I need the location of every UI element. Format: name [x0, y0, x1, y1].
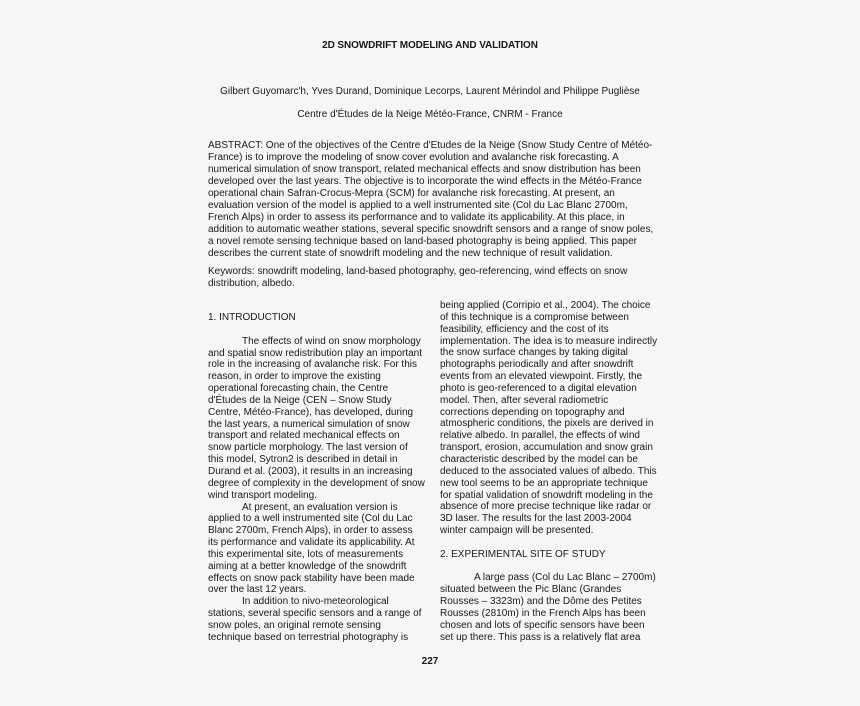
body-line: its performance and validate its applicability. At	[208, 537, 415, 549]
body-line: winter campaign will be presented.	[440, 525, 594, 537]
abstract-line: describes the current state of snowdrift modeling and the new technique of result validation.	[208, 248, 613, 259]
body-line: photo is geo-referenced to a digital elevation	[440, 382, 637, 394]
body-line: and spatial snow redistribution play an important	[208, 347, 423, 359]
body-line: situated between the Pic Blanc (Grandes	[440, 584, 622, 596]
body-line: operational forecasting chain, the Centre	[208, 383, 389, 395]
body-line: the snow surface changes by taking digital	[440, 347, 628, 359]
body-line: wind transport modeling.	[208, 489, 317, 501]
body-line: set up there. This pass is a relatively flat area	[440, 631, 641, 643]
body-line: d'Études de la Neige (CEN – Snow Study	[208, 394, 392, 406]
body-line: for spatial validation of snowdrift modeling in the	[440, 489, 653, 501]
body-line: Rousses – 3323m) and the Dôme des Petites	[440, 596, 642, 608]
abstract	[208, 140, 653, 260]
body-line: transport and related mechanical effects on	[208, 430, 400, 442]
body-line: effects on snow pack stability have been made	[208, 572, 415, 584]
left-column	[208, 312, 430, 644]
body-line: In addition to nivo-meteorological	[242, 596, 389, 608]
body-line: implementation. The idea is to measure indirectly	[440, 335, 658, 347]
section-heading-experimental-site: 2. EXPERIMENTAL SITE OF STUDY	[440, 548, 606, 560]
body-line: corrections depending on topography and	[440, 406, 625, 418]
body-line: applied to a well instrumented site (Col du Lac	[208, 513, 413, 525]
abstract-line: operational chain Safran-Crocus-Mepra (SCM) for avalanche risk forecasting. At present, an	[208, 188, 615, 199]
body-line: over the last 12 years.	[208, 584, 307, 596]
body-line: photographs periodically and after snowdrift	[440, 359, 634, 371]
keywords	[208, 266, 653, 290]
body-line: chosen and lots of specific sensors have been	[440, 619, 645, 631]
experimental-site-body	[440, 572, 662, 643]
body-line: the last years, a numerical simulation of snow	[208, 418, 410, 430]
body-line: this experimental site, lots of measurements	[208, 548, 404, 560]
body-line: Durand et al. (2003), it results in an increasing	[208, 465, 413, 477]
section-heading-introduction: 1. INTRODUCTION	[208, 312, 296, 323]
body-line: stations, several specific sensors and a range of	[208, 608, 422, 620]
keywords-line: distribution, albedo.	[208, 278, 295, 289]
body-line: characteristic described by the model can be	[440, 453, 638, 465]
body-line: new tool seems to be an appropriate technique	[440, 477, 648, 489]
body-line: Rousses (2810m) in the French Alps has been	[440, 607, 646, 619]
body-line: of this technique is a compromise between	[440, 311, 629, 323]
body-line: At present, an evaluation version is	[242, 501, 398, 513]
body-line: absence of more precise technique like radar or	[440, 501, 652, 513]
keywords-line: Keywords: snowdrift modeling, land-based photography, geo-referencing, wind effects on snow	[208, 266, 628, 277]
body-line: being applied (Corripio et al., 2004). The choice	[440, 300, 651, 311]
paper-title: 2D SNOWDRIFT MODELING AND VALIDATION	[322, 40, 538, 51]
body-line: reason, in order to improve the existing	[208, 371, 381, 383]
body-line: transport, erosion, accumulation and snow grain	[440, 442, 653, 454]
body-line: snow poles, an original remote sensing	[208, 619, 381, 631]
affiliation: Centre d'Études de la Neige Météo-France, CNRM - France	[297, 109, 563, 120]
introduction-body	[208, 336, 430, 644]
body-line: snow particle morphology. The last version of	[208, 442, 408, 454]
abstract-line: evaluation version of the model is applied to a well instrumented site (Col du Lac Blanc 2700m,	[208, 200, 628, 211]
abstract-line: developed over the last years. The objective is to incorporate the wind effects in the Météo-France	[208, 176, 642, 187]
abstract-line: a novel remote sensing technique based on land-based photography is being applied. This paper	[208, 236, 638, 247]
body-line: atmospheric conditions, the pixels are derived in	[440, 418, 654, 430]
introduction-continued	[440, 300, 662, 537]
right-column	[440, 300, 662, 643]
body-line: deduced to the associated values of albedo. This	[440, 465, 657, 477]
abstract-line: addition to automatic weather stations, several specific snowdrift sensors and a range of snow poles,	[208, 224, 654, 235]
abstract-line: ABSTRACT: One of the objectives of the Centre d'Etudes de la Neige (Snow Study Centre of Météo-	[208, 140, 653, 151]
body-line: Blanc 2700m, French Alps), in order to assess	[208, 525, 413, 537]
body-line: aiming at a better knowledge of the snowdrift	[208, 560, 407, 572]
body-line: events from an elevated viewpoint. Firstly, the	[440, 371, 643, 383]
body-line: relative albedo. In parallel, the effects of wind	[440, 430, 640, 442]
body-line: The effects of wind on snow morphology	[242, 335, 421, 347]
body-line: degree of complexity in the development of snow	[208, 477, 425, 489]
author-list: Gilbert Guyomarc'h, Yves Durand, Dominique Lecorps, Laurent Mérindol and Philippe Puglièse	[220, 86, 640, 97]
body-line: this model, Sytron2 is described in detail in	[208, 454, 398, 466]
page-number: 227	[421, 656, 439, 667]
abstract-line: numerical simulation of snow transport, related mechanical effects and snow distribution has been	[208, 164, 641, 175]
body-line: A large pass (Col du Lac Blanc – 2700m)	[474, 572, 656, 584]
body-line: 3D laser. The results for the last 2003-2004	[440, 513, 632, 525]
body-line: model. Then, after several radiometric	[440, 394, 609, 406]
body-line: Centre, Météo-France), has developed, during	[208, 406, 414, 418]
body-line: role in the increasing of avalanche risk. For this	[208, 359, 417, 371]
abstract-line: France) is to improve the modeling of snow cover evolution and avalanche risk forecasting. A	[208, 152, 619, 163]
body-line: technique based on terrestrial photography is	[208, 631, 409, 643]
abstract-line: French Alps) in order to assess its performance and to validate its applicability. At this place, in	[208, 212, 625, 223]
body-line: feasibility, efficiency and the cost of its	[440, 323, 609, 335]
